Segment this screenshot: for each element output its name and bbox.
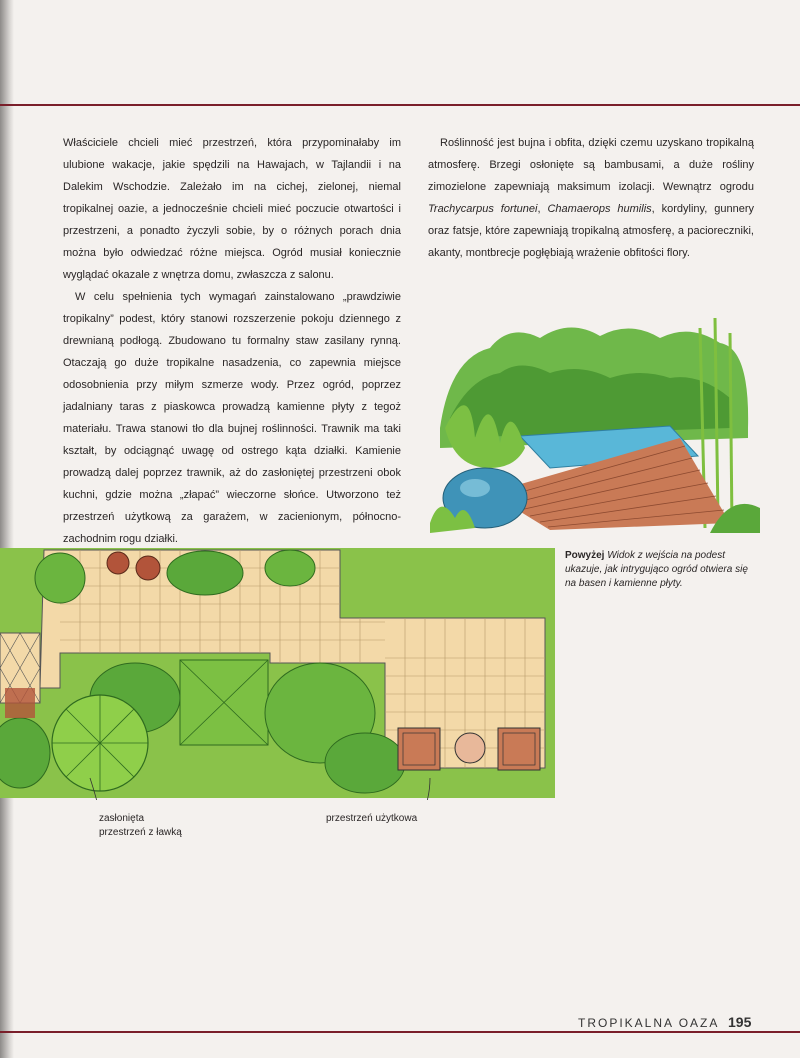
plant-name-chamaerops: Chamaerops humilis [547,203,652,215]
illustration-caption [565,549,755,591]
book-spine-shadow [0,0,14,1058]
left-text-column [63,132,401,550]
callout-utility-space: przestrzeń użytkowa [326,813,418,824]
header-rule [0,104,800,106]
garden-perspective-illustration [430,318,760,533]
paragraph-3: Roślinność jest bujna i obfita, dzięki czemu uzyskano tropikalną atmosferę. Brzegi osłonięte są bambusami, a duże rośliny zimozielone zapewniają maksimum izolacji. Wewnątrz ogrodu Trachycarpus fortunei, Chamaerops humilis, kordyliny, gunnery oraz fatsje, które zapewniają tropikalną atmosferę, a pacioreczniki, akanty, montbrecje pogłębiają wrażenie obfitości flory. [428,137,754,259]
caption-lead: Powyżej [565,550,605,561]
caption-text: Widok z wejścia na podest ukazuje, jak intrygująco ogród otwiera się na basen i kamienne płyty. [565,550,748,589]
page-number: 195 [728,1014,752,1030]
garden-plan-illustration [0,538,560,800]
footer-rule [0,1031,800,1033]
right-text-column [428,132,754,264]
paragraph-1: Właściciele chcieli mieć przestrzeń, która przypominałaby im ulubione wakacje, jakie spędzili na Hawajach, w Tajlandii i na Dalekim Wschodzie. Zależało im na cichej, zielonej, niemal tropikalnej oazie, a jednocześnie chcieli mieć poczucie otwartości i przestrzeni, a ponadto życzyli sobie, by o różnych porach dnia można było odwiedzać różne miejsca. Ogród musiał koniecznie wyglądać okazale z wnętrza domu, zwłaszcza z salonu. [63,137,401,281]
plant-name-trachycarpus: Trachycarpus fortunei [428,203,538,215]
running-footer-title: TROPIKALNA OAZA [578,1016,720,1030]
callout-secluded-bench: zasłonięta przestrzeń z ławką [99,813,182,838]
paragraph-2: W celu spełnienia tych wymagań zainstalowano „prawdziwie tropikalny” podest, który stanowi rozszerzenie pokoju dziennego z drewnianą podłogą. Zbudowano tu formalny staw zasilany rynną. Otaczają go duże tropikalne nasadzenia, co zapewnia miejsce odosobnienia przy miłym szmerze wody. Przez ogród, poprzez jadalniany taras z piaskowca prowadzą kamienne płyty z tegoż materiału. Trawa stanowi tło dla bujnej roślinności. Trawnik ma taki kształt, by odciągnąć uwagę od ostrego kąta działki. Kamienie prowadzą dalej poprzez trawnik, aż do zasłoniętej przestrzeni obok kuchni, gdzie można „złapać” wieczorne słońce. Utworzono też przestrzeń użytkową za garażem, w zacienionym, północno-zachodnim rogu działki. [63,291,401,545]
